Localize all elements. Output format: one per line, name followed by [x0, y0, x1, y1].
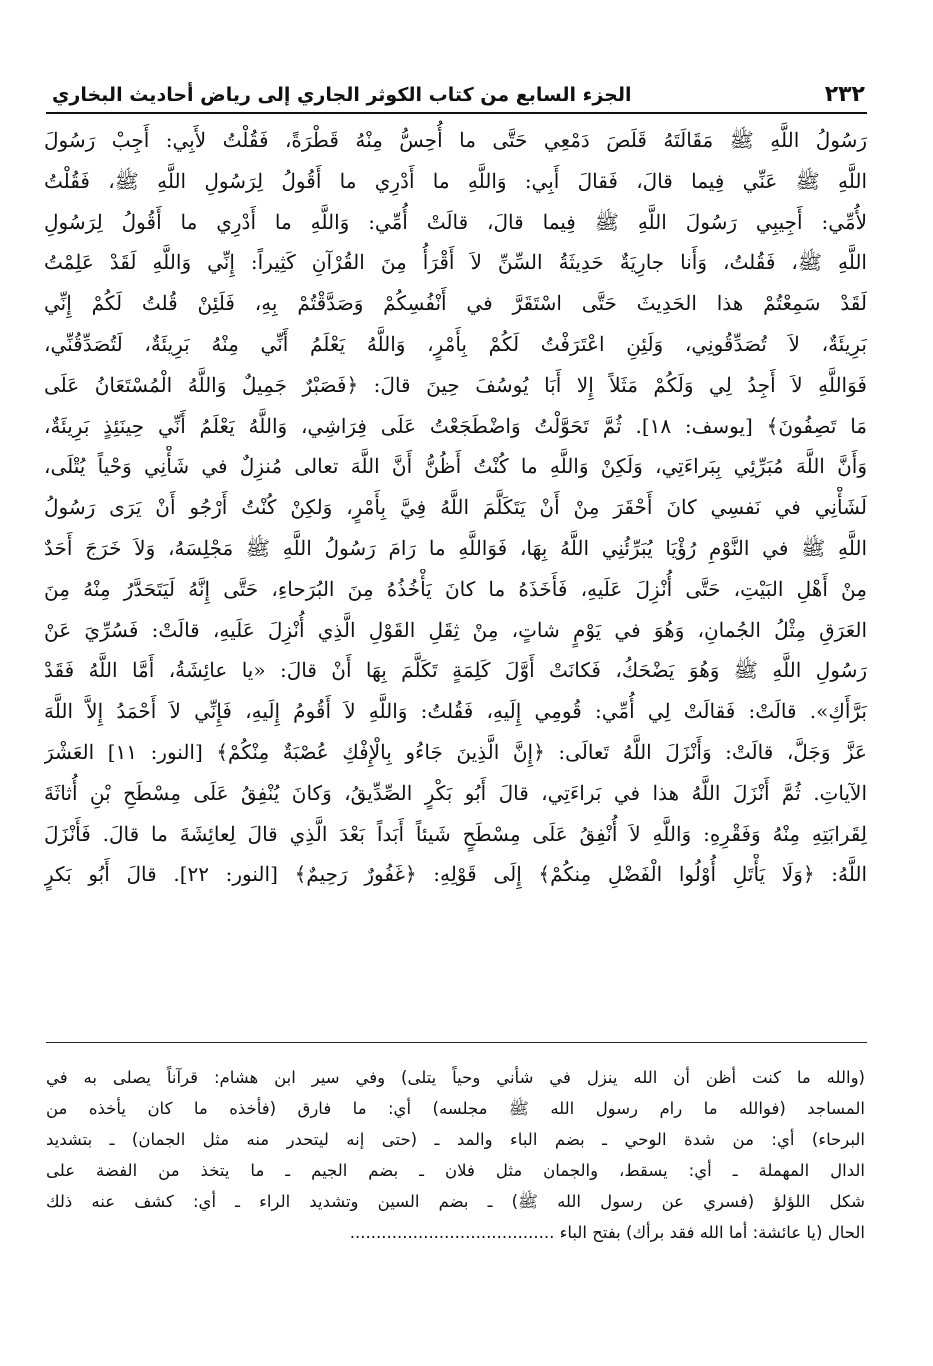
- text-line: لَشَأْنِي في نَفسِي كانَ أَحْقَرَ مِنْ أَنْ يَتَكَلَّمَ اللَّهُ فِيَّ بِأَمْرٍ، وَلكِنْ كُنْتُ أَرْجُو أَنْ يَرَى رَسُولُ: [44, 495, 867, 520]
- text-line: اللَّهِ ﷺ في النَّوْمِ رُؤْيَا يُبَرِّئُنِي اللَّهُ بِهَا، فَوَاللَّهِ ما رَامَ رَسُولُ اللَّهِ ﷺ مَجْلِسَهُ، وَلاَ خَرَجَ أَحَدٌ: [44, 535, 867, 560]
- text-line: العَرَقِ مِثْلُ الجُمانِ، وَهُوَ في يَوْمٍ شاتٍ، مِنْ ثِقَلِ القَوْلِ الَّذِي أُنْزِلَ عَلَيهِ، قالَتْ: فَسُرِّيَ عَنْ: [44, 617, 867, 642]
- footnote-line: شكل اللؤلؤ (فسري عن رسول الله ﷺ) ـ بضم السين وتشديد الراء ـ أي: كشف عنه ذلك: [46, 1192, 865, 1211]
- footnotes: [46, 1062, 865, 1248]
- footnote-line: الدال المهملة ـ أي: يسقط، والجمان مثل فلان ـ بضم الجيم ـ ما يتخذ من الفضة على: [46, 1161, 865, 1180]
- main-text: [44, 120, 867, 895]
- footnote-line: (والله ما كنت أظن أن الله ينزل في شأني وحياً يتلى) وفي سير ابن هشام: قرآناً يصلى به في: [46, 1068, 865, 1087]
- text-line: لأُمِّي: أَجِيبِي رَسُولَ اللَّهِ ﷺ فِيما قالَ، قالَتْ أُمِّي: وَاللَّهِ ما أَدْرِي ما أَقُولُ لِرَسُولِ: [44, 209, 867, 234]
- text-line: وَأَنَّ اللَّهَ مُبَرِّئِي بِبَراءَتِي، وَلَكِنْ وَاللَّهِ ما كُنْتُ أَظُنُّ أَنَّ اللَّهَ تعالى مُنزِلٌ في شَأْنِي وَحْياً يُتْلَى،: [44, 454, 867, 479]
- header-rule: [46, 112, 867, 114]
- continuation-dots: .......................................: [349, 1223, 555, 1242]
- footnote-line: المساجد (فوالله ما رام رسول الله ﷺ مجلسه) أي: ما فارق (فأخذه ما كان يأخذه من: [46, 1099, 865, 1118]
- book-title: الجزء السابع من كتاب الكوثر الجاري إلى رياض أحاديث البخاري: [52, 84, 632, 106]
- text-line: مَا تَصِفُونَ﴾ [يوسف: ١٨]. ثُمَّ تَحَوَّلْتُ وَاضْطَجَعْتُ عَلَى فِرَاشِي، وَاللَّهُ يَعْلَمُ أَنِّي حِينَئِذٍ بَرِيئَةٌ،: [44, 413, 867, 438]
- text-line: لَقَدْ سَمِعْتُمْ هذا الحَدِيثَ حَتَّى اسْتَقَرَّ في أَنْفُسِكُمْ وَصَدَّقْتُمْ بِهِ، فَلَئِنْ قُلتُ لَكُمْ إِنِّي: [44, 291, 867, 316]
- text-line: اللَّهِ ﷺ، فَقُلتُ، وَأَنا جارِيَةٌ حَدِيثَةُ السِّنِّ لاَ أَقْرَأُ مِنَ القُرْآنِ كَثِيراً: إِنِّي وَاللَّهِ لَقَدْ عَلِمْتُ: [44, 250, 867, 275]
- text-line: الآياتِ. ثُمَّ أَنْزَلَ اللَّهُ هذا في بَراءَتِي، قالَ أَبُو بَكْرٍ الصِّدِّيقُ، وَكانَ يُنْفِقُ عَلَى مِسْطَحِ بْنِ أُثاثَةَ: [44, 780, 867, 805]
- footnote-text: الحال (يا عائشة: أما الله فقد برأك) بفتح الباء: [559, 1223, 865, 1242]
- running-header: [52, 68, 865, 108]
- text-line: رَسُولِ اللَّهِ ﷺ وَهُوَ يَضْحَكُ، فَكانَتْ أَوَّلَ كَلِمَةٍ تَكَلَّمَ بِهَا أَنْ قالَ: «يا عائِشَةُ، أَمَّا اللَّهُ فَقَدْ: [44, 658, 867, 683]
- text-line: مِنْ أَهْلِ البَيْتِ، حَتَّى أُنْزِلَ عَلَيهِ، فَأَخَذَهُ ما كانَ يَأْخُذُهُ مِنَ البُرَحاءِ، حَتَّى إِنَّهُ لَيَتَحَدَّرُ مِنْهُ مِنَ: [44, 576, 867, 601]
- page-number: ٢٣٢: [824, 82, 865, 107]
- text-line: بَرِيئَةٌ، لاَ تُصَدِّقُونِي، وَلَئِنِ اعْتَرَفْتُ لَكُمْ بِأَمْرٍ، وَاللَّهُ يَعْلَمُ أَنِّي مِنْهُ بَرِيئَةٌ، لَتُصَدِّقُنِّي،: [44, 331, 867, 356]
- footnote-line: البرحاء) أي: من شدة الوحي ـ بضم الباء والمد ـ (حتى إنه ليتحدر منه مثل الجمان) ـ بتشديد: [46, 1130, 865, 1149]
- text-line: اللَّهِ ﷺ عَنِّي فِيما قالَ، فَقالَ أَبِي: وَاللَّهِ ما أَدْرِي ما أَقُولُ لِرَسُولِ اللَّهِ ﷺ، فَقُلْتُ: [44, 168, 867, 193]
- text-line: اللَّهُ: ﴿وَلَا يَأْتَلِ أُوْلُوا الْفَضْلِ مِنكُمْ﴾ إِلَى قَوْلِهِ: ﴿غَفُورٌ رَحِيمٌ﴾ [النور: ٢٢]. قالَ أَبُو بَكرٍ: [44, 862, 867, 887]
- text-line: لِقَرابَتِهِ مِنْهُ وَفَقْرِهِ: وَاللَّهِ لاَ أُنْفِقُ عَلَى مِسْطَحٍ شَيئاً أَبَداً بَعْدَ الَّذِي قالَ لِعائِشَةَ ما قالَ. فَأَنْزَلَ: [44, 821, 867, 846]
- text-line: عَزَّ وَجَلَّ، قالَتْ: وَأَنْزَلَ اللَّهُ تَعالَى: ﴿إِنَّ الَّذِينَ جَاءُو بِالْإِفْكِ عُصْبَةٌ مِنْكُمْ﴾ [النور: ١١] العَشْرَ: [44, 739, 867, 764]
- footnote-line-last: [46, 1217, 865, 1248]
- text-line: رَسُولُ اللَّهِ ﷺ مَقَالَتَهُ قَلَصَ دَمْعِي حَتَّى ما أُحِسُّ مِنْهُ قَطْرَةً، فَقُلْتُ لأَبِي: أَجِبْ رَسُولَ: [44, 128, 867, 152]
- text-line: بَرَّأَكِ». قالَتْ: فَقالَتْ لِي أُمِّي: قُومِي إِلَيهِ، فَقُلتُ: وَاللَّهِ لاَ أَقُومُ إِلَيهِ، فَإِنِّي لاَ أَحْمَدُ إِلاَّ اللَّهَ: [44, 699, 867, 724]
- text-line: فَوَاللَّهِ لاَ أَجِدُ لِي وَلَكُمْ مَثَلاً إِلا أَبَا يُوسُفَ حِينَ قالَ: ﴿فَصَبْرٌ جَمِيلٌ وَاللَّهُ الْمُسْتَعَانُ عَلَى: [44, 372, 867, 397]
- footnote-rule: [46, 1042, 867, 1043]
